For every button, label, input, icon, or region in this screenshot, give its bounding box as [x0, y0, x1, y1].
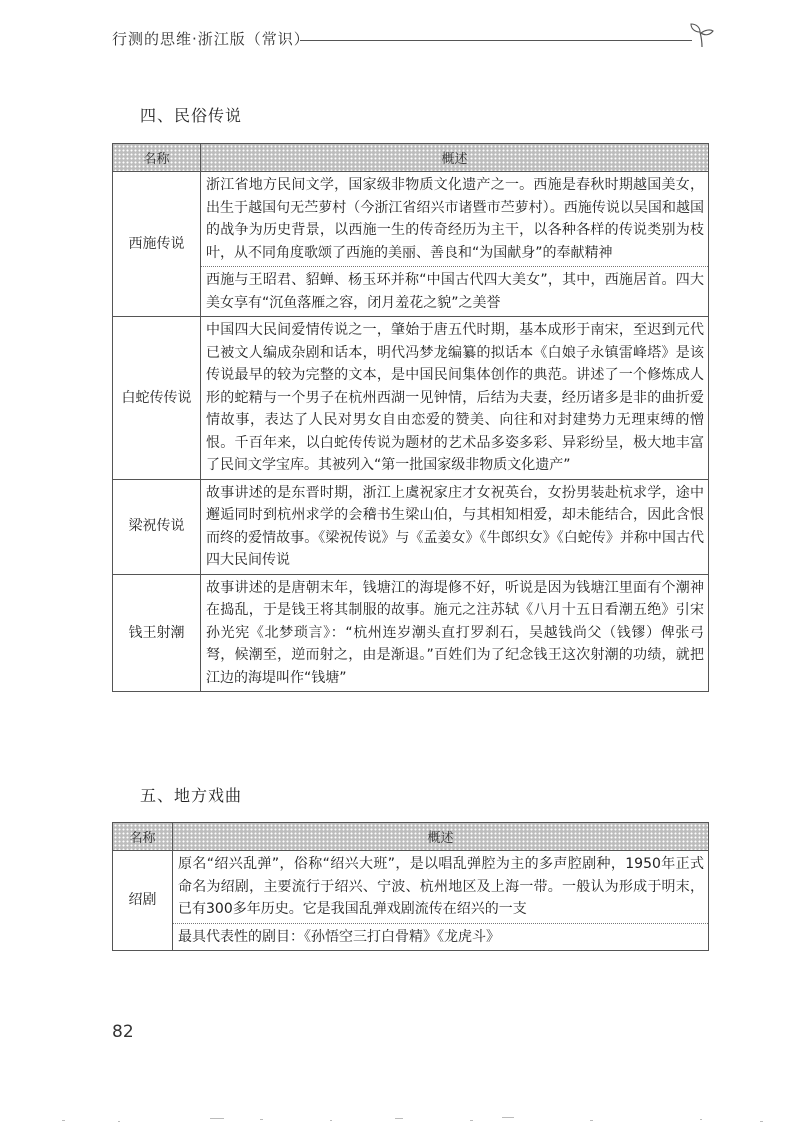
column-header-desc: 概述: [173, 823, 709, 851]
row-desc-shaoju: 原名“绍兴乱弹”，俗称“绍兴大班”，是以唱乱弹腔为主的多声腔剧种，1950年正式命名为绍剧，主要流行于绍兴、宁波、杭州地区及上海一带。一般认为形成于明末，已有300多年历史。它是我国乱弹戏剧流传在绍兴的一支: [173, 851, 709, 924]
table-row: [113, 172, 709, 267]
row-desc-liangzhu: 故事讲述的是东晋时期，浙江上虞祝家庄才女祝英台，女扮男装赴杭求学，途中邂逅同时到杭州求学的会稽书生梁山伯，与其相知相爱，却未能结合，因此含恨而终的爱情故事。《梁祝传说》与《孟姜女》《牛郎织女》《白蛇传》并称中国古代四大民间传说: [201, 479, 709, 574]
header-rule: [300, 40, 692, 41]
sprout-icon: [688, 22, 716, 48]
row-desc-qianwang: 故事讲述的是唐朝末年，钱塘江的海堤修不好，听说是因为钱塘江里面有个潮神在捣乱，于是钱王将其制服的故事。施元之注苏轼《八月十五日看潮五绝》引宋孙光宪《北梦琐言》：“杭州连岁潮头直打罗刹石，吴越钱尚父（钱镠）俾张弓弩，候潮至，逆而射之，由是渐退。”百姓们为了纪念钱王这次射潮的功绩，就把江边的海堤叫作“钱塘”: [201, 574, 709, 692]
column-header-name: 名称: [113, 144, 201, 172]
table-row: [113, 851, 709, 924]
table-row: [113, 479, 709, 574]
section-title-local-opera: 五、地方戏曲: [140, 786, 243, 805]
row-desc-shaoju-repertoire: 最具代表性的剧目：《孙悟空三打白骨精》《龙虎斗》: [173, 923, 709, 951]
section-title-folk-legends: 四、民俗传说: [140, 106, 243, 125]
row-name-white-snake: 白蛇传传说: [113, 317, 201, 480]
row-name-liangzhu: 梁祝传说: [113, 479, 201, 574]
row-name-qianwang: 钱王射潮: [113, 574, 201, 692]
row-name-shaoju: 绍剧: [113, 851, 173, 951]
column-header-name: 名称: [113, 823, 173, 851]
table-row: [113, 267, 709, 317]
table-row: [113, 574, 709, 692]
table-header-row: [113, 823, 709, 851]
row-name-xishi: 西施传说: [113, 172, 201, 317]
page-number: 82: [112, 1022, 134, 1042]
scan-specks: [0, 1108, 800, 1128]
row-desc-white-snake: 中国四大民间爱情传说之一，肇始于唐五代时期，基本成形于南宋，至迟到元代已被文人编成杂剧和话本，明代冯梦龙编纂的拟话本《白娘子永镇雷峰塔》是该传说最早的较为完整的文本，是中国民间集体创作的典范。讲述了一个修炼成人形的蛇精与一个男子在杭州西湖一见钟情，后结为夫妻，经历诸多是非的曲折爱情故事，表达了人民对男女自由恋爱的赞美、向往和对封建势力无理束缚的憎恨。千百年来，以白蛇传传说为题材的艺术品多姿多彩、异彩纷呈，极大地丰富了民间文学宝库。其被列入“第一批国家级非物质文化遗产”: [201, 317, 709, 480]
row-desc-xishi: 浙江省地方民间文学，国家级非物质文化遗产之一。西施是春秋时期越国美女，出生于越国句无苎萝村（今浙江省绍兴市诸暨市苎萝村）。西施传说以吴国和越国的战争为历史背景，以西施一生的传奇经历为主干，以各种各样的传说类别为枝叶，从不同角度歌颂了西施的美丽、善良和“为国献身”的奉献精神: [201, 172, 709, 267]
table-row: [113, 923, 709, 951]
table-header-row: [113, 144, 709, 172]
column-header-desc: 概述: [201, 144, 709, 172]
local-opera-table: [112, 822, 709, 951]
row-desc-xishi-note: 西施与王昭君、貂蝉、杨玉环并称“中国古代四大美女”，其中，西施居首。四大美女享有“沉鱼落雁之容，闭月羞花之貌”之美誉: [201, 267, 709, 317]
folk-legends-table: [112, 143, 709, 692]
table-row: [113, 317, 709, 480]
running-header: 行测的思维·浙江版（常识）: [112, 30, 310, 48]
